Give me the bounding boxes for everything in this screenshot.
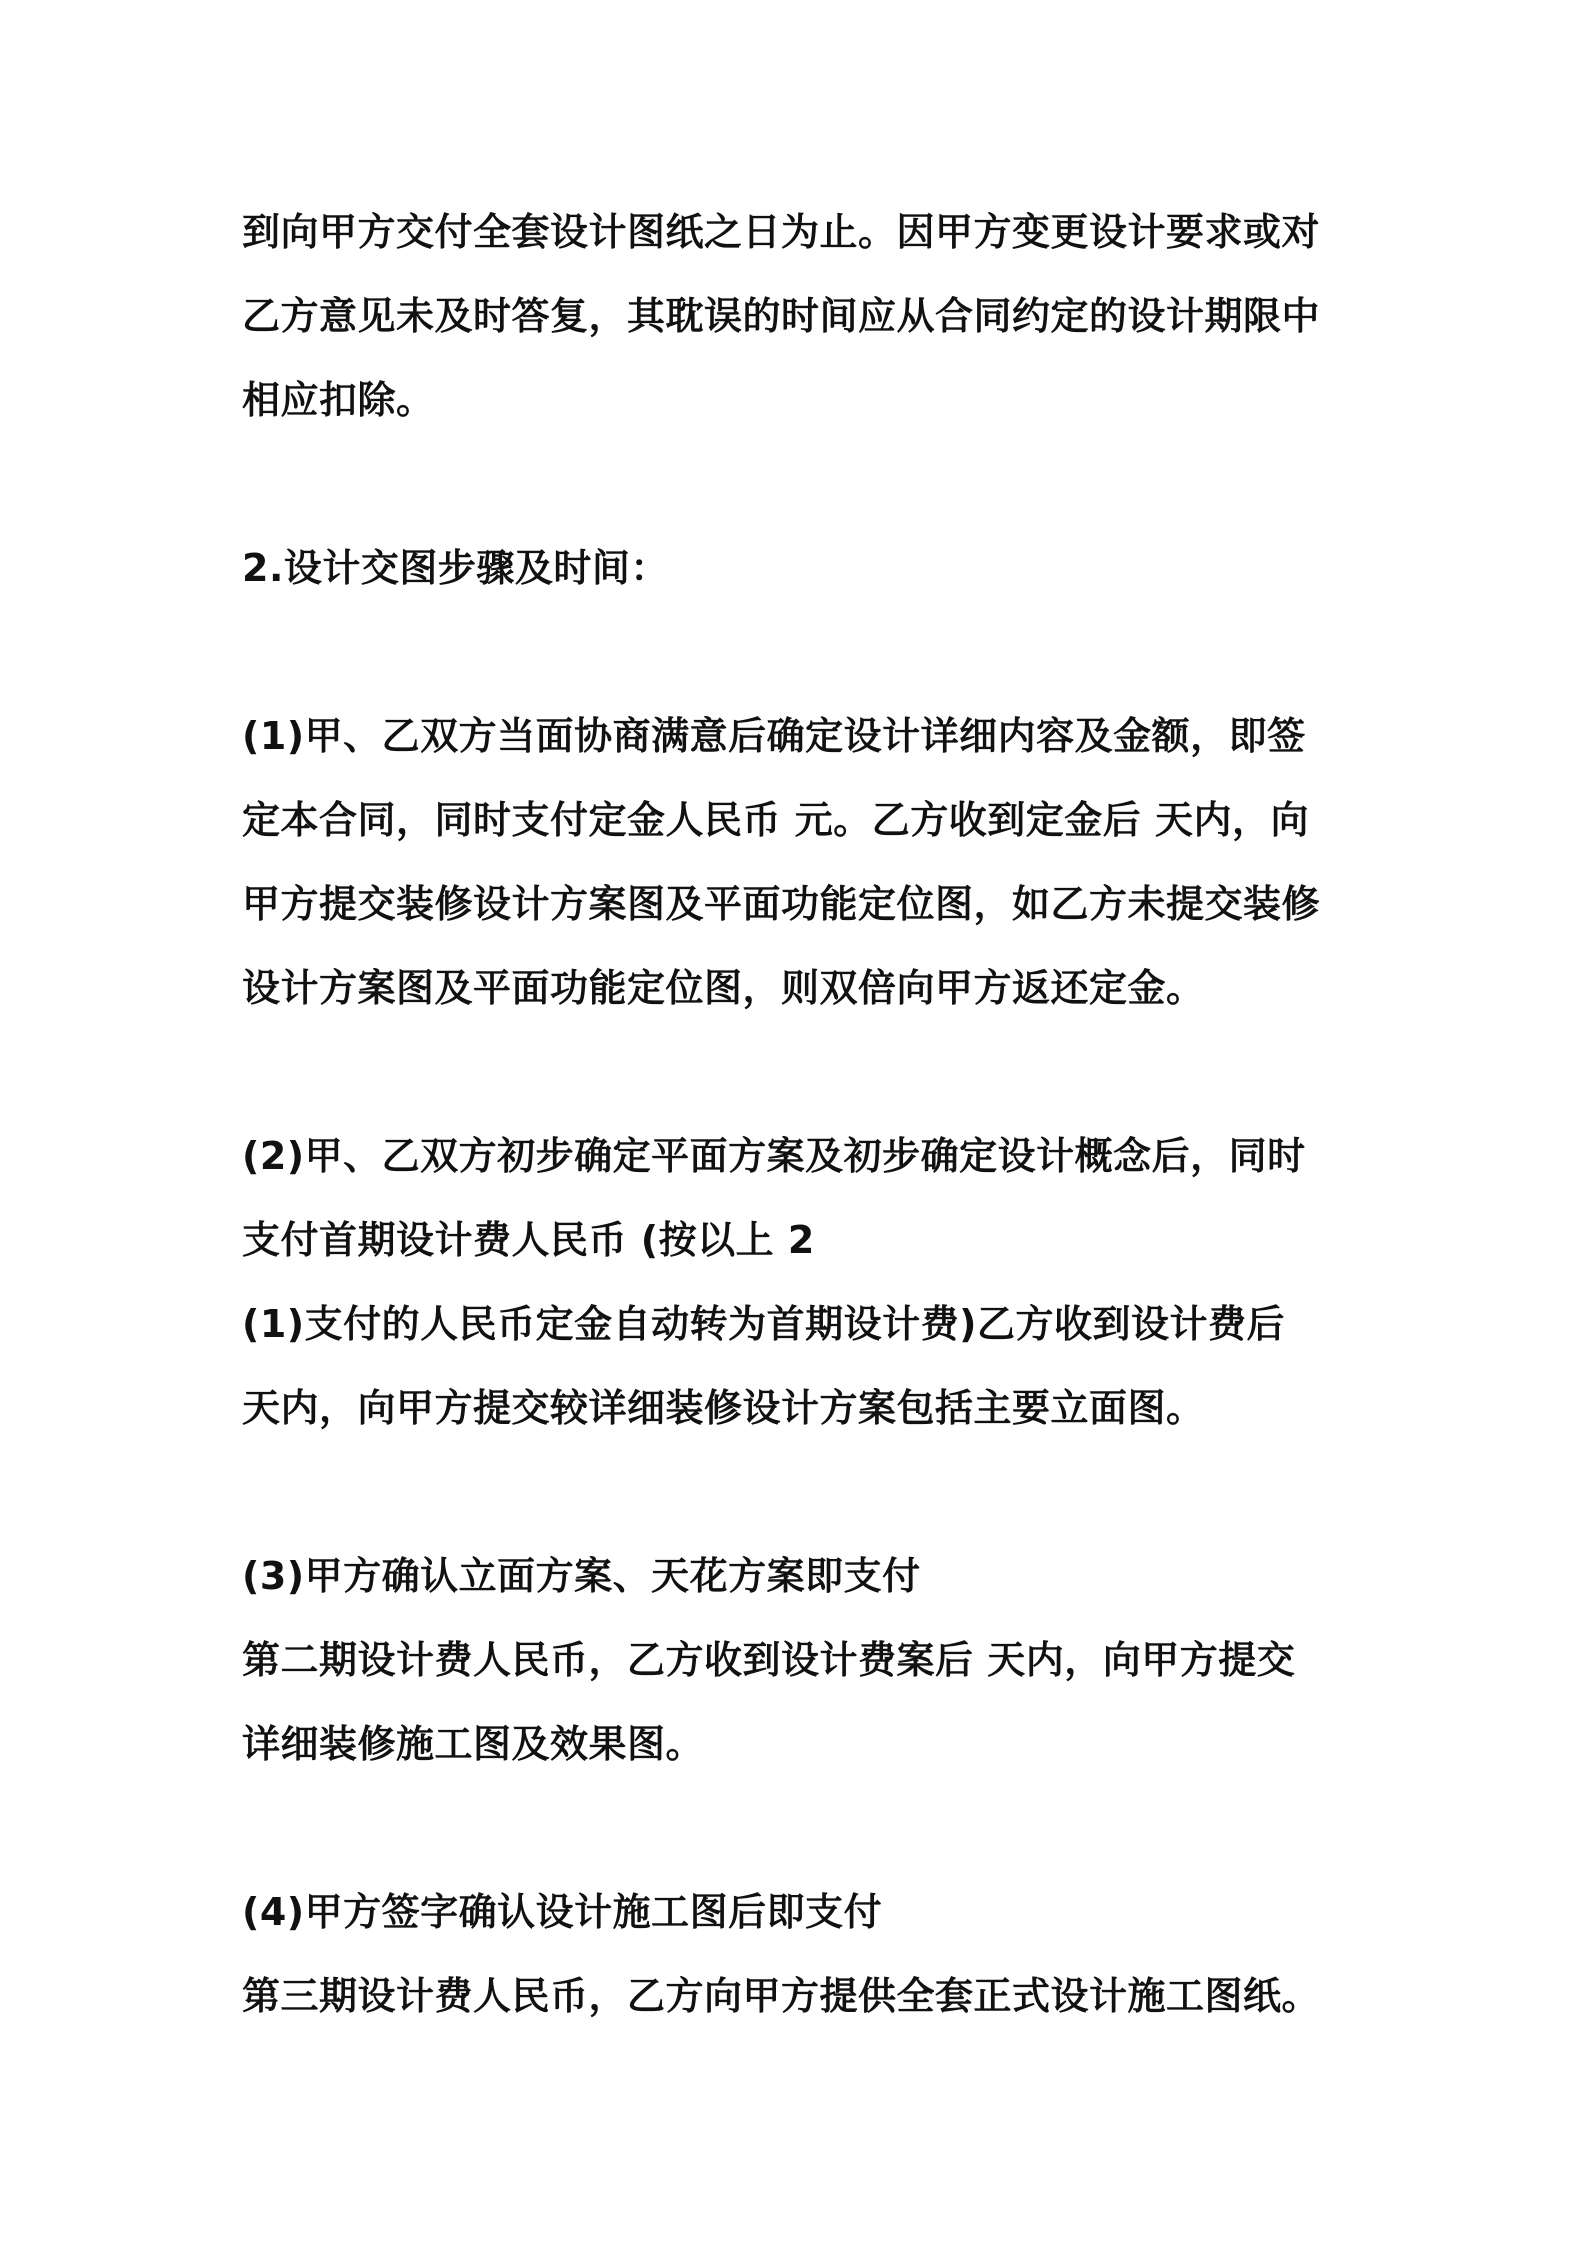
text-line: 第二期设计费人民币，乙方收到设计费案后 天内，向甲方提交 (242, 1638, 1296, 1682)
paragraph-gap (242, 1030, 1362, 1114)
text-line: 天内，向甲方提交较详细装修设计方案包括主要立面图。 (242, 1386, 1205, 1430)
text-line: (4)甲方签字确认设计施工图后即支付 (242, 1890, 883, 1934)
text-line: 乙方意见未及时答复，其耽误的时间应从合同约定的设计期限中 (242, 294, 1321, 338)
text-line: (3)甲方确认立面方案、天花方案即支付 (242, 1554, 921, 1598)
paragraph-gap (242, 1450, 1362, 1534)
text-line: 设计方案图及平面功能定位图，则双倍向甲方返还定金。 (242, 966, 1205, 1010)
text-line: 2.设计交图步骤及时间： (242, 546, 669, 590)
text-line: (1)甲、乙双方当面协商满意后确定设计详细内容及金额，即签 (242, 714, 1306, 758)
text-line: (2)甲、乙双方初步确定平面方案及初步确定设计概念后，同时 (242, 1134, 1306, 1178)
paragraph-step-2 (242, 1114, 1362, 1450)
paragraph-step-4 (242, 1870, 1362, 2038)
text-line: 定本合同，同时支付定金人民币 元。乙方收到定金后 天内，向 (242, 798, 1309, 842)
text-line: 甲方提交装修设计方案图及平面功能定位图，如乙方未提交装修 (242, 882, 1321, 926)
section-heading (242, 526, 1362, 610)
paragraph-step-3 (242, 1534, 1362, 1786)
paragraph-step-1 (242, 694, 1362, 1030)
paragraph-gap (242, 1786, 1362, 1870)
text-line: 详细装修施工图及效果图。 (242, 1722, 705, 1766)
text-line: 到向甲方交付全套设计图纸之日为止。因甲方变更设计要求或对 (242, 210, 1321, 254)
text-line: 相应扣除。 (242, 378, 435, 422)
text-line: 支付首期设计费人民币 (按以上 2 (242, 1218, 815, 1262)
paragraph-gap (242, 442, 1362, 526)
text-line: (1)支付的人民币定金自动转为首期设计费)乙方收到设计费后 (242, 1302, 1286, 1346)
paragraph-design-period (242, 190, 1362, 442)
paragraph-gap (242, 610, 1362, 694)
text-line: 第三期设计费人民币，乙方向甲方提供全套正式设计施工图纸。 (242, 1974, 1321, 2018)
document-body (242, 190, 1362, 2038)
